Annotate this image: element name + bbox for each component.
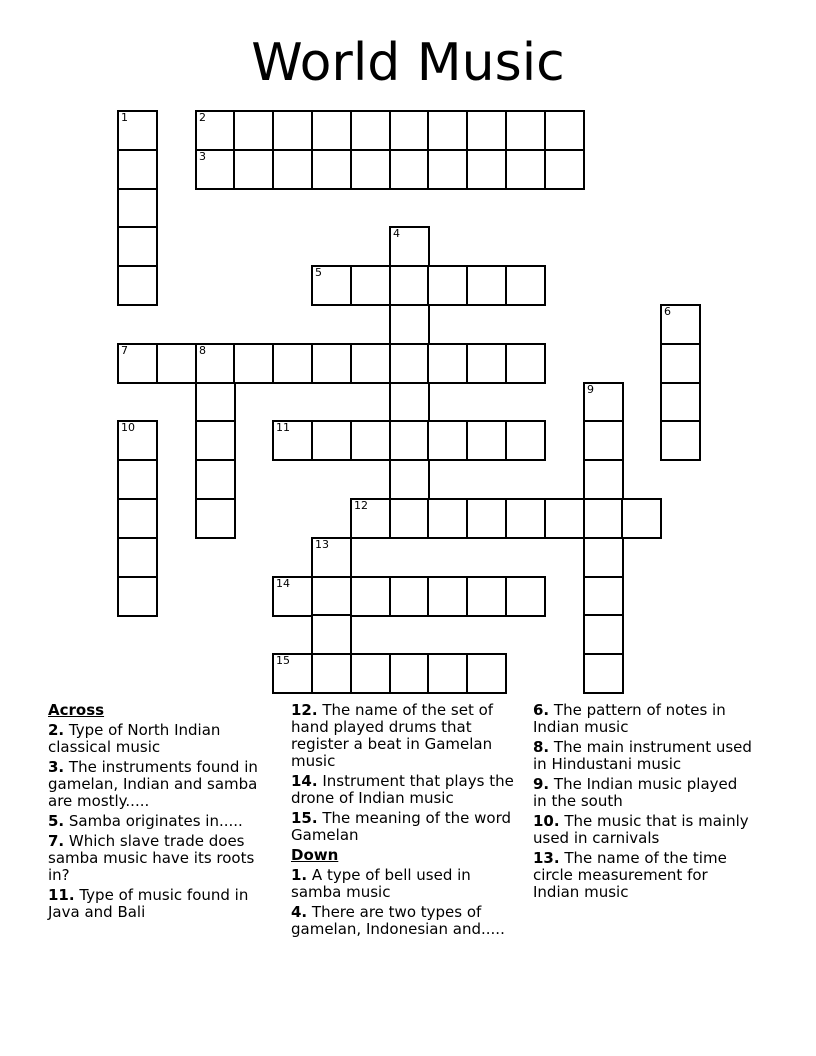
grid-cell[interactable] [311,576,352,617]
clue-num: 15. [291,809,318,827]
grid-cell[interactable] [389,382,430,423]
grid-cell[interactable] [272,343,313,384]
grid-cell[interactable] [311,614,352,655]
clue-number: 2 [199,111,206,124]
grid-cell[interactable] [583,576,624,617]
clue-number: 8 [199,344,206,357]
clue-number: 6 [664,305,671,318]
grid-cell[interactable] [117,149,158,190]
grid-cell[interactable] [389,576,430,617]
clue-column-3 [533,702,753,904]
grid-cell[interactable] [350,110,391,151]
grid-cell[interactable] [544,110,585,151]
grid-cell[interactable] [389,459,430,500]
clue-number: 1 [121,111,128,124]
grid-cell[interactable] [233,343,274,384]
grid-cell[interactable] [466,576,507,617]
grid-cell[interactable] [660,304,701,345]
clue-num: 9. [533,775,550,793]
grid-cell[interactable] [195,110,236,151]
clue-num: 3. [48,758,65,776]
clue-num: 11. [48,886,75,904]
grid-cell[interactable] [195,459,236,500]
clue-item [533,850,753,901]
grid-cell[interactable] [389,653,430,694]
clue-item [48,759,280,810]
grid-cell[interactable] [117,498,158,539]
grid-cell[interactable] [505,576,546,617]
grid-cell[interactable] [117,420,158,461]
clue-number: 15 [276,654,290,667]
clue-number: 12 [354,499,368,512]
clue-text: Type of North Indian classical music [48,721,221,756]
grid-cell[interactable] [427,265,468,306]
grid-cell[interactable] [389,498,430,539]
grid-cell[interactable] [389,110,430,151]
clue-text: Which slave trade does samba music have its roots in? [48,832,255,884]
grid-cell[interactable] [272,110,313,151]
grid-cell[interactable] [544,149,585,190]
grid-cell[interactable] [583,614,624,655]
grid-cell[interactable] [311,110,352,151]
grid-cell[interactable] [311,265,352,306]
grid-cell[interactable] [583,459,624,500]
grid-cell[interactable] [427,149,468,190]
grid-cell[interactable] [195,343,236,384]
clue-number: 13 [315,538,329,551]
grid-cell[interactable] [350,576,391,617]
grid-cell[interactable] [466,498,507,539]
grid-cell[interactable] [389,420,430,461]
grid-cell[interactable] [350,498,391,539]
grid-cell[interactable] [466,265,507,306]
clue-item [48,833,280,884]
grid-cell[interactable] [195,498,236,539]
clue-num: 2. [48,721,65,739]
grid-cell[interactable] [350,653,391,694]
grid-cell[interactable] [583,420,624,461]
clue-num: 13. [533,849,560,867]
grid-cell[interactable] [505,343,546,384]
grid-cell[interactable] [389,343,430,384]
clue-number: 14 [276,577,290,590]
page-title: World Music [251,33,565,93]
clue-text: The main instrument used in Hindustani music [533,738,752,773]
grid-cell[interactable] [621,498,662,539]
grid-cell[interactable] [389,149,430,190]
clue-num: 5. [48,812,65,830]
clue-num: 8. [533,738,550,756]
grid-cell[interactable] [350,265,391,306]
clue-num: 12. [291,701,318,719]
grid-cell[interactable] [117,110,158,151]
clue-item [48,813,280,830]
clue-text: The pattern of notes in Indian music [533,701,726,736]
grid-cell[interactable] [466,343,507,384]
clue-number: 5 [315,266,322,279]
clue-text: The meaning of the word Gamelan [291,809,511,844]
clue-num: 14. [291,772,318,790]
grid-cell[interactable] [272,420,313,461]
down-heading: Down [291,846,339,864]
grid-cell[interactable] [350,343,391,384]
clue-num: 6. [533,701,550,719]
clue-number: 4 [393,227,400,240]
clue-item [533,813,753,847]
grid-cell[interactable] [427,420,468,461]
grid-cell[interactable] [156,343,197,384]
grid-cell[interactable] [427,343,468,384]
clue-item [533,739,753,773]
clue-item [291,810,517,844]
grid-cell[interactable] [311,343,352,384]
clue-text: Samba originates in..... [64,812,243,830]
clue-number: 7 [121,344,128,357]
grid-cell[interactable] [660,420,701,461]
grid-cell[interactable] [233,149,274,190]
clue-text: The name of the set of hand played drums that register a beat in Gamelan music [291,701,494,770]
grid-cell[interactable] [505,149,546,190]
clue-num: 1. [291,866,308,884]
clue-column-2 [291,702,517,941]
grid-cell[interactable] [272,653,313,694]
across-heading: Across [48,701,105,719]
grid-cell[interactable] [117,226,158,267]
grid-cell[interactable] [660,382,701,423]
grid-cell[interactable] [660,343,701,384]
grid-cell[interactable] [583,498,624,539]
clue-number: 3 [199,150,206,163]
clue-text: Instrument that plays the drone of Indian music [291,772,514,807]
grid-cell[interactable] [466,653,507,694]
grid-cell[interactable] [505,498,546,539]
grid-cell[interactable] [583,382,624,423]
grid-cell[interactable] [195,382,236,423]
grid-cell[interactable] [195,149,236,190]
grid-cell[interactable] [311,149,352,190]
clue-item [533,702,753,736]
grid-cell[interactable] [117,188,158,229]
grid-cell[interactable] [544,498,585,539]
clue-text: There are two types of gamelan, Indonesian and..... [291,903,505,938]
clue-text: A type of bell used in samba music [291,866,471,901]
clue-number: 9 [587,383,594,396]
clue-item [291,867,517,901]
grid-cell[interactable] [389,226,430,267]
grid-cell[interactable] [117,576,158,617]
clue-text: The music that is mainly used in carnivals [533,812,749,847]
clue-column-1 [48,702,280,924]
clue-num: 4. [291,903,308,921]
grid-cell[interactable] [195,420,236,461]
grid-cell[interactable] [117,537,158,578]
grid-cell[interactable] [311,420,352,461]
grid-cell[interactable] [427,110,468,151]
grid-cell[interactable] [505,110,546,151]
grid-cell[interactable] [505,265,546,306]
clue-text: Type of music found in Java and Bali [48,886,249,921]
grid-cell[interactable] [427,653,468,694]
grid-cell[interactable] [583,537,624,578]
clue-text: The Indian music played in the south [533,775,738,810]
grid-cell[interactable] [311,537,352,578]
grid-cell[interactable] [117,265,158,306]
grid-cell[interactable] [389,304,430,345]
clue-item [533,776,753,810]
clue-number: 10 [121,421,135,434]
grid-cell[interactable] [583,653,624,694]
grid-cell[interactable] [466,420,507,461]
clue-item [48,887,280,921]
clue-text: The name of the time circle measurement for Indian music [533,849,727,901]
grid-cell[interactable] [466,149,507,190]
grid-cell[interactable] [350,420,391,461]
grid-cell[interactable] [233,110,274,151]
grid-cell[interactable] [272,576,313,617]
clue-item [291,904,517,938]
grid-cell[interactable] [272,149,313,190]
grid-cell[interactable] [350,149,391,190]
grid-cell[interactable] [389,265,430,306]
clue-num: 7. [48,832,65,850]
clue-item [291,702,517,770]
clue-num: 10. [533,812,560,830]
grid-cell[interactable] [505,420,546,461]
clue-number: 11 [276,421,290,434]
grid-cell[interactable] [311,653,352,694]
grid-cell[interactable] [117,459,158,500]
grid-cell[interactable] [117,343,158,384]
clue-item [291,773,517,807]
grid-cell[interactable] [466,110,507,151]
grid-cell[interactable] [427,576,468,617]
clue-text: The instruments found in gamelan, Indian and samba are mostly..... [48,758,258,810]
grid-cell[interactable] [427,498,468,539]
clue-item [48,722,280,756]
